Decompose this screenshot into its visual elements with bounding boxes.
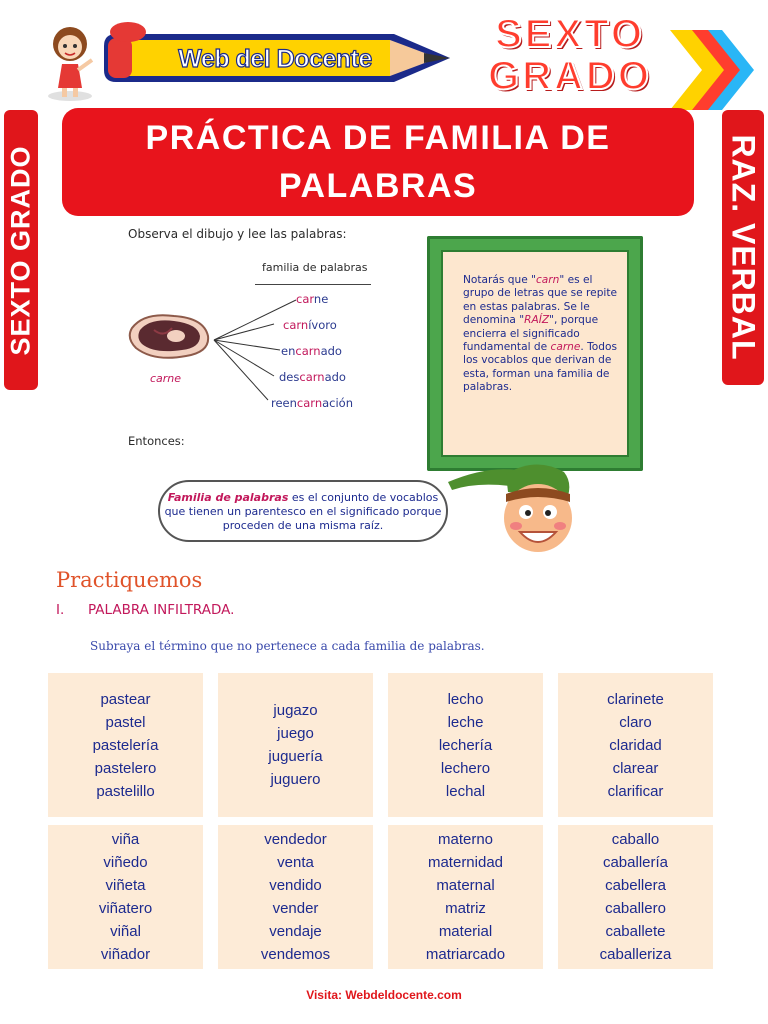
word-option[interactable]: lechería: [438, 736, 493, 754]
word-option[interactable]: clarear: [612, 759, 659, 777]
word-option[interactable]: material: [438, 923, 493, 940]
word-option[interactable]: vendaje: [269, 923, 322, 940]
exercise-subheading: [56, 602, 234, 618]
word-option[interactable]: vendido: [269, 877, 322, 894]
word-option[interactable]: lechal: [445, 782, 486, 800]
footer-link[interactable]: Visita: Webdeldocente.com: [306, 988, 462, 1002]
image-label: carne: [150, 372, 182, 385]
word-option[interactable]: maternal: [436, 877, 495, 894]
section-heading: Practiquemos: [56, 568, 203, 592]
grade-title-line1: SEXTO: [495, 12, 645, 56]
side-banner-left-text: SEXTO GRADO: [5, 144, 36, 356]
intro-lead: Observa el dibujo y lee las palabras:: [128, 227, 347, 241]
word-option[interactable]: pastear: [100, 690, 151, 708]
word-option[interactable]: pastelero: [94, 759, 157, 777]
word-option[interactable]: venta: [277, 854, 314, 871]
word-option[interactable]: pastelería: [92, 736, 159, 754]
word-option[interactable]: maternidad: [427, 854, 504, 871]
teacher-illustration: [40, 14, 100, 102]
side-banner-right: [722, 110, 764, 385]
word-option[interactable]: caballería: [602, 854, 669, 871]
word-option[interactable]: viñador: [100, 946, 151, 963]
word-family-card: [388, 825, 543, 969]
word-option[interactable]: materno: [437, 831, 494, 848]
title-banner: [62, 108, 694, 216]
word-option[interactable]: caballero: [605, 900, 666, 917]
word-family-card: [558, 825, 713, 969]
word-option[interactable]: vendemos: [260, 946, 331, 963]
word-option[interactable]: matriz: [445, 900, 486, 917]
word-option[interactable]: matriarcado: [425, 946, 506, 963]
word-option[interactable]: claridad: [609, 736, 662, 754]
family-word: encarnado: [281, 344, 342, 358]
word-option[interactable]: claro: [619, 713, 652, 731]
word-option[interactable]: vendedor: [264, 831, 327, 848]
word-option[interactable]: cabellera: [605, 877, 666, 894]
word-option[interactable]: viñatero: [98, 900, 153, 917]
word-family-card: [48, 673, 203, 817]
word-option[interactable]: clarinete: [607, 690, 664, 708]
exercise-number: I.: [56, 602, 65, 618]
word-option[interactable]: caballeriza: [599, 946, 672, 963]
word-family-card: [558, 673, 713, 817]
exercise-title: PALABRA INFILTRADA.: [88, 602, 235, 618]
family-word: carnívoro: [283, 318, 337, 332]
word-option[interactable]: pastelillo: [96, 782, 155, 800]
family-underline: [255, 284, 371, 285]
boy-illustration: [446, 452, 586, 562]
family-word: descarnado: [279, 370, 346, 384]
word-option[interactable]: lecho: [447, 690, 484, 708]
word-family-card: [218, 673, 373, 817]
explanation-text: Notarás que "carn" es el grupo de letras que se repite en estas palabras. Se le denomina "RAÍZ", porque encierra el significado fundamental de carne. Todos los vocablos que derivan de esta, forman una familia de palabras.: [441, 250, 629, 457]
meat-illustration: [124, 308, 214, 366]
word-family-card: [388, 673, 543, 817]
grade-title-line2: GRADO: [488, 54, 652, 98]
brand-logo-text: Web del Docente: [178, 44, 372, 73]
word-option[interactable]: lechero: [440, 759, 491, 777]
word-option[interactable]: caballete: [605, 923, 666, 940]
word-option[interactable]: viñedo: [103, 854, 148, 871]
side-banner-left: [4, 110, 38, 390]
word-option[interactable]: vender: [272, 900, 319, 917]
word-option[interactable]: viñeta: [105, 877, 146, 894]
exercise-instruction: Subraya el término que no pertenece a cada familia de palabras.: [90, 639, 485, 653]
definition-term: Familia de palabras: [167, 491, 289, 504]
word-option[interactable]: viña: [111, 831, 140, 848]
explanation-frame: [427, 236, 643, 471]
word-option[interactable]: caballo: [611, 831, 660, 848]
definition-bubble: [158, 480, 448, 542]
word-family-card: [218, 825, 373, 969]
word-option[interactable]: juguero: [270, 771, 321, 788]
then-label: Entonces:: [128, 434, 185, 448]
word-option[interactable]: clarificar: [607, 782, 664, 800]
word-option[interactable]: juguería: [268, 748, 323, 765]
word-option[interactable]: jugazo: [273, 702, 318, 719]
word-family-card: [48, 825, 203, 969]
word-option[interactable]: viñal: [110, 923, 141, 940]
word-option[interactable]: juego: [277, 725, 314, 742]
side-banner-right-text: RAZ. VERBAL: [725, 134, 762, 361]
word-option[interactable]: leche: [447, 713, 484, 731]
page-title: PRÁCTICA DE FAMILIA DE PALABRAS: [145, 119, 611, 205]
family-word: reencarnación: [271, 396, 353, 410]
family-heading: familia de palabras: [262, 261, 368, 274]
word-option[interactable]: pastel: [105, 713, 146, 731]
definition-text: es el conjunto de vocablos que tienen un parentesco en el significado porque proceden de una misma raíz.: [164, 491, 442, 532]
family-word: carne: [296, 292, 329, 306]
